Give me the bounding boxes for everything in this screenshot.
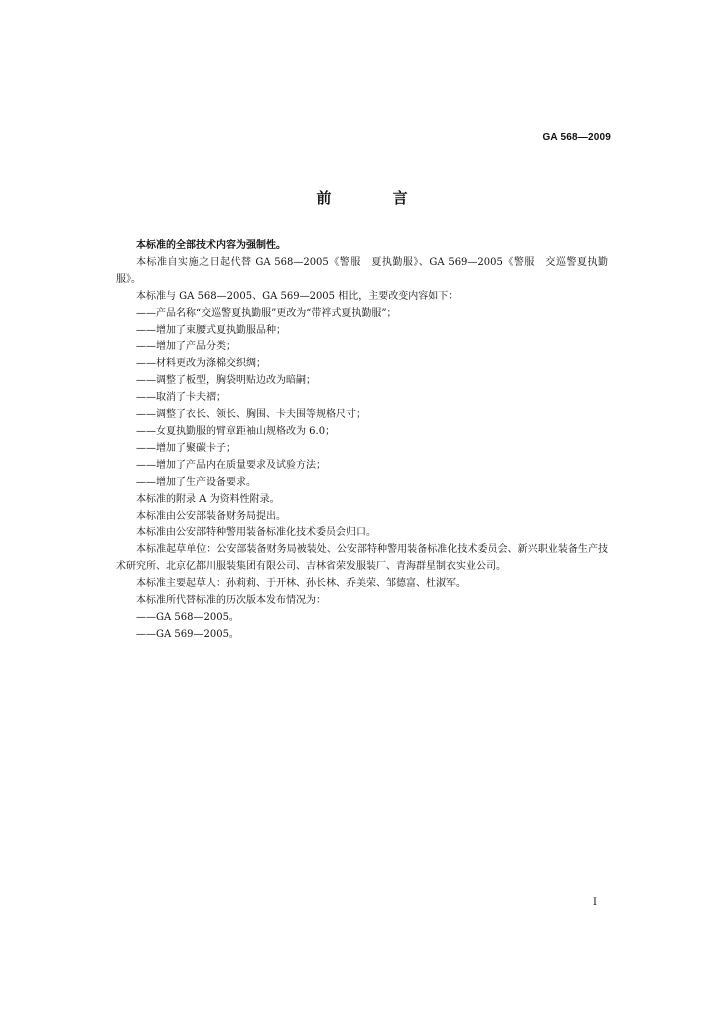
- committee-statement: 本标准由公安部特种警用装备标准化技术委员会归口。: [136, 527, 376, 539]
- foreword-body: [116, 238, 608, 644]
- mandatory-statement: 本标准的全部技术内容为强制性。: [136, 240, 286, 251]
- change-item: ——增加了产品分类；: [136, 341, 236, 353]
- change-item: ——增加了产品内在质量要求及试验方法；: [136, 459, 326, 471]
- change-item: ——女夏执勤服的臂章距袖山规格改为 6.0；: [136, 425, 336, 437]
- proposer-statement: 本标准由公安部装备财务局提出。: [136, 510, 286, 522]
- change-item: ——增加了聚碳卡子；: [136, 442, 236, 454]
- versions-intro: 本标准所代替标准的历次版本发布情况为：: [136, 595, 326, 607]
- drafters: 本标准主要起草人：孙莉莉、于开林、孙长林、乔美荣、邹德富、杜淑军。: [136, 578, 466, 590]
- drafting-units: 本标准起草单位：公安部装备财务局被装处、公安部特种警用装备标准化技术委员会、新兴职业装备生产技术研究所、北京亿都川服装集团有限公司、吉林省荣发服装厂、青海群星制衣实业公司。: [116, 544, 608, 573]
- page-title: 前 言: [316, 189, 436, 207]
- change-item: ——取消了卡夫褶；: [136, 392, 226, 404]
- change-item: ——调整了板型，胸袋明贴边改为暗嗣；: [136, 375, 316, 387]
- changes-intro: 本标准与 GA 568—2005、GA 569—2005 相比，主要改变内容如下：: [136, 290, 459, 302]
- page-number: I: [593, 897, 597, 908]
- version-item: ——GA 568—2005。: [136, 611, 239, 623]
- change-item: ——调整了衣长、领长、胸围、卡夫围等规格尺寸；: [136, 409, 366, 421]
- version-item: ——GA 569—2005。: [136, 628, 239, 640]
- change-item: ——增加了束腰式夏执勤服品种；: [136, 324, 286, 336]
- change-item: ——产品名称“交巡警夏执勤服”更改为“带袢式夏执勤服”；: [136, 307, 397, 319]
- change-item: ——材料更改为涤棉交织绸；: [136, 358, 266, 370]
- replacement-statement: 本标准自实施之日起代替 GA 568—2005《警服 夏执勤服》、GA 569—2005《警服 交巡警夏执勤服》。: [116, 256, 608, 285]
- change-item: ——增加了生产设备要求。: [136, 476, 256, 488]
- standard-code: GA 568—2009: [542, 132, 611, 143]
- appendix-statement: 本标准的附录 A 为资料性附录。: [136, 493, 280, 505]
